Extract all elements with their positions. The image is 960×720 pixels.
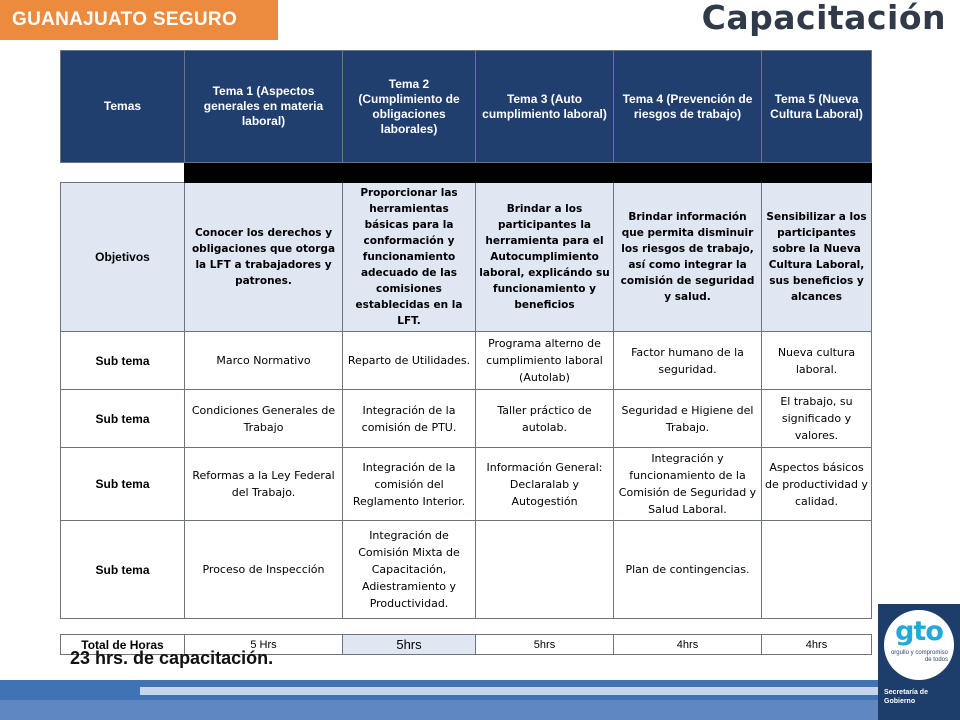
row-label: Total de Horas	[61, 635, 185, 655]
page-title: Capacitación	[701, 0, 946, 37]
subtopic-cell: Aspectos básicos de productividad y calidad.	[762, 448, 872, 521]
header-cell: Temas	[61, 51, 185, 163]
gto-logo-tagline: orgullo y compromiso de todos	[890, 650, 948, 663]
gto-logo-badge	[884, 610, 954, 680]
row-label: Sub tema	[61, 332, 185, 390]
secretaria-label: Secretaría de Gobierno	[884, 689, 928, 705]
gto-logo-mark: gto	[895, 616, 943, 647]
objective-cell: Sensibilizar a los participantes sobre la Nueva Cultura Laboral, sus beneficios y alcances	[762, 183, 872, 332]
separator-blank	[61, 163, 185, 183]
subtopic-row	[61, 332, 872, 390]
subtopic-cell: Integración de la comisión de PTU.	[343, 390, 476, 448]
objectives-row	[61, 183, 872, 332]
subtopic-cell: Seguridad e Higiene del Trabajo.	[614, 390, 762, 448]
objective-cell: Conocer los derechos y obligaciones que otorga la LFT a trabajadores y patrones.	[185, 183, 343, 332]
subtopic-cell: Integración y funcionamiento de la Comisión de Seguridad y Salud Laboral.	[614, 448, 762, 521]
subtopic-cell: Factor humano de la seguridad.	[614, 332, 762, 390]
objective-cell: Brindar a los participantes la herramienta para el Autocumplimiento laboral, explicándo su funcionamiento y beneficios	[476, 183, 614, 332]
header-cell: Tema 1 (Aspectos generales en materia laboral)	[185, 51, 343, 163]
subtopic-cell	[476, 521, 614, 619]
subtopic-cell: Marco Normativo	[185, 332, 343, 390]
footer-band-lower	[0, 700, 960, 720]
gto-logo	[878, 604, 960, 720]
training-table	[60, 50, 872, 655]
subtopic-cell: Plan de contingencias.	[614, 521, 762, 619]
hours-cell: 5 Hrs	[185, 635, 343, 655]
hours-cell: 5hrs	[343, 635, 476, 655]
header-cell: Tema 4 (Prevención de riesgos de trabajo)	[614, 51, 762, 163]
subtopic-cell: Integración de Comisión Mixta de Capacitación, Adiestramiento y Productividad.	[343, 521, 476, 619]
subtopic-cell: El trabajo, su significado y valores.	[762, 390, 872, 448]
subtopic-cell: Programa alterno de cumplimiento laboral (Autolab)	[476, 332, 614, 390]
subtopic-cell: Información General: Declaralab y Autogestión	[476, 448, 614, 521]
subtopic-cell: Integración de la comisión del Reglamento Interior.	[343, 448, 476, 521]
subtopic-row	[61, 448, 872, 521]
header-cell: Tema 5 (Nueva Cultura Laboral)	[762, 51, 872, 163]
subtopic-cell: Nueva cultura laboral.	[762, 332, 872, 390]
hours-cell: 4hrs	[762, 635, 872, 655]
separator-row	[61, 163, 872, 183]
spacer-cell	[61, 619, 872, 635]
subtopic-cell: Taller práctico de autolab.	[476, 390, 614, 448]
separator-bar	[185, 163, 872, 183]
training-hours-summary: 23 hrs. de capacitación.	[70, 648, 274, 668]
subtopic-cell: Reformas a la Ley Federal del Trabajo.	[185, 448, 343, 521]
spacer-row	[61, 619, 872, 635]
header-cell: Tema 3 (Auto cumplimiento laboral)	[476, 51, 614, 163]
subtopic-cell: Condiciones Generales de Trabajo	[185, 390, 343, 448]
hours-cell: 5hrs	[476, 635, 614, 655]
header-cell: Tema 2 (Cumplimiento de obligaciones laborales)	[343, 51, 476, 163]
row-label: Sub tema	[61, 521, 185, 619]
subtopic-row	[61, 390, 872, 448]
header-row	[61, 51, 872, 163]
objective-cell: Proporcionar las herramientas básicas para la conformación y funcionamiento adecuado de las comisiones establecidas en la LFT.	[343, 183, 476, 332]
objective-cell: Brindar información que permita disminuir los riesgos de trabajo, así como integrar la comisión de seguridad y salud.	[614, 183, 762, 332]
row-label: Objetivos	[61, 183, 185, 332]
subtopic-cell: Reparto de Utilidades.	[343, 332, 476, 390]
subtopic-cell	[762, 521, 872, 619]
subtopic-row	[61, 521, 872, 619]
row-label: Sub tema	[61, 448, 185, 521]
guanajuato-seguro-badge: GUANAJUATO SEGURO	[0, 0, 278, 40]
subtopic-cell: Proceso de Inspección	[185, 521, 343, 619]
hours-cell: 4hrs	[614, 635, 762, 655]
footer-stripe	[140, 687, 880, 695]
row-label: Sub tema	[61, 390, 185, 448]
